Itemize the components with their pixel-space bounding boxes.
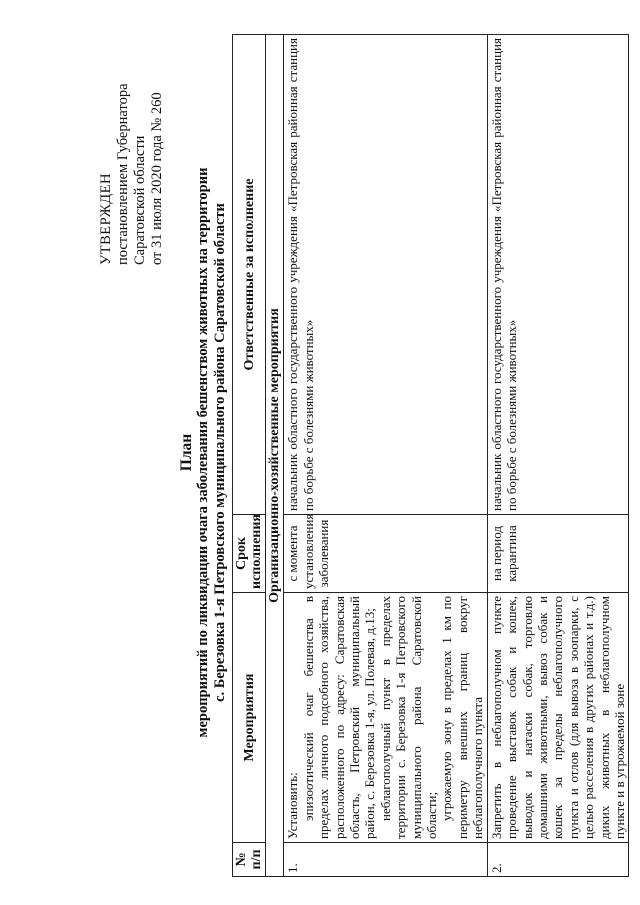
row-term: с момента установления заболевания [284, 515, 487, 593]
section-row [266, 35, 284, 877]
section-title: Организационно-хозяйственные мероприятия [266, 35, 284, 877]
approval-title: УТВЕРЖДЕН [98, 173, 114, 265]
measure-paragraph: эпизоотический очаг бешенства в пределах личного подсобного хозяйства, расположенного по адресу: Саратовская область, Петровский муниципальный район, с. Березовка 1-я, ул. Полевая, д.13; [300, 596, 378, 839]
header-num: № п/п [233, 843, 266, 877]
approval-line-3: от 31 июля 2020 года № 260 [149, 92, 165, 265]
header-responsible: Ответственные за исполнение [233, 35, 266, 515]
row-measure: Запретить в неблагополучном пункте проведение выставок собак и кошек, выводок и натаски собак, торговлю домашними животными, вывоз собак и кошек за пределы неблагополучного пункта и отлов (для вывоза в зоопарки, с целью расселения в других районах и т.д.) диких животных в неблагополучном пункте и в угрожаемой зоне [487, 593, 629, 843]
measure-paragraph: неблагополучный пункт в пределах территории с. Березовка 1-я Петровского муниципального района Саратовской области; [377, 596, 440, 839]
table-row [487, 35, 629, 877]
row-responsible: начальник областного государственного учреждения «Петровская районная станция по борьбе с болезнями животных» [487, 35, 629, 515]
row-measure [284, 593, 487, 843]
measure-intro: Установить: [285, 772, 301, 839]
approval-line-2: Саратовской области [132, 135, 148, 265]
measure-paragraph: угрожаемую зону в пределах 1 км по периметру внешних границ вокруг неблагополучного пункта [439, 596, 486, 839]
heading-main: План [178, 433, 195, 472]
row-num: 1. [284, 843, 487, 877]
approval-line-1: постановлением Губернатора [115, 83, 131, 265]
header-term: Срок исполнения [233, 515, 266, 593]
row-term: на период карантина [487, 515, 629, 593]
heading-line-2: с. Березовка 1-я Петровского муниципального района Саратовской области [212, 203, 228, 702]
approval-stamp [98, 10, 166, 265]
row-num: 2. [487, 843, 629, 877]
document-heading [178, 0, 229, 905]
measures-table [232, 34, 629, 877]
header-measures: Мероприятия [233, 593, 266, 843]
heading-line-1: мероприятий по ликвидации очага заболевания бешенством животных на территории [195, 167, 211, 738]
table-header-row [233, 35, 266, 877]
table-row [284, 35, 487, 877]
row-responsible: начальник областного государственного учреждения «Петровская районная станция по борьбе с болезнями животных» [284, 35, 487, 515]
